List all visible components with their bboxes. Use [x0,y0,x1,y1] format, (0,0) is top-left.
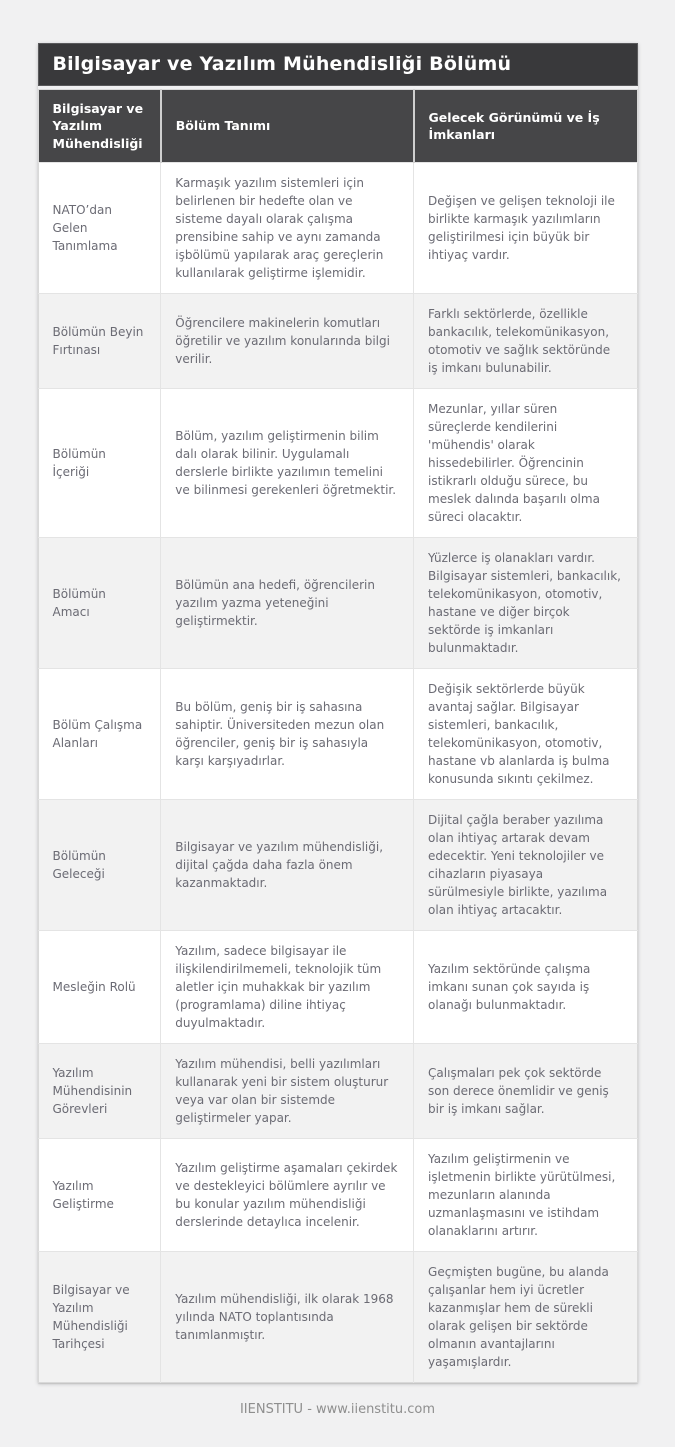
row-outlook-cell: Yazılım sektöründe çalışma imkanı sunan çok sayıda iş olanağı bulunmaktadır. [414,930,637,1043]
table-row [38,537,637,668]
page-title: Bilgisayar ve Yazılım Mühendisliği Bölümü [38,43,638,86]
department-table [38,89,638,1383]
row-label-cell: Bölümün Geleceği [38,799,161,930]
table-row [38,162,637,293]
footer-text: IIENSTITU - www.iienstitu.com [239,1401,436,1417]
table-body [38,162,637,1382]
row-definition-cell: Yazılım geliştirme aşamaları çekirdek ve destekleyici bölümlere ayrılır ve bu konular yazılım mühendisliği derslerinde detaylıca incelenir. [161,1138,414,1251]
row-definition-cell: Bilgisayar ve yazılım mühendisliği, dijital çağda daha fazla önem kazanmaktadır. [161,799,414,930]
column-header-outlook: Gelecek Görünümü ve İş İmkanları [414,90,637,163]
row-outlook-cell: Değişen ve gelişen teknoloji ile birlikte karmaşık yazılımların geliştirilmesi için büyük bir ihtiyaç vardır. [414,162,637,293]
row-label-cell: NATO’dan Gelen Tanımlama [38,162,161,293]
row-definition-cell: Bölümün ana hedefi, öğrencilerin yazılım yazma yeteneğini geliştirmektir. [161,537,414,668]
table-header [38,90,637,163]
row-label-cell: Bölüm Çalışma Alanları [38,668,161,799]
column-header-department: Bilgisayar ve Yazılım Mühendisliği [38,90,161,163]
table-row [38,1138,637,1251]
row-definition-cell: Yazılım, sadece bilgisayar ile ilişkilendirilmemeli, teknolojik tüm aletler için muhakkak bir yazılım (programlama) diline ihtiyaç duyulmaktadır. [161,930,414,1043]
row-definition-cell: Yazılım mühendisi, belli yazılımları kullanarak yeni bir sistem oluşturur veya var olan bir sistemde geliştirmeler yapar. [161,1043,414,1138]
table-row [38,388,637,537]
row-label-cell: Yazılım Mühendisinin Görevleri [38,1043,161,1138]
table-row [38,668,637,799]
row-outlook-cell: Geçmişten bugüne, bu alanda çalışanlar hem iyi ücretler kazanmışlar hem de sürekli olarak gelişen bir sektörde olmanın avantajlarını yaşamışlardır. [414,1251,637,1382]
info-card [38,43,638,1383]
row-definition-cell: Yazılım mühendisliği, ilk olarak 1968 yılında NATO toplantısında tanımlanmıştır. [161,1251,414,1382]
row-label-cell: Bölümün Amacı [38,537,161,668]
row-outlook-cell: Dijital çağla beraber yazılıma olan ihtiyaç artarak devam edecektir. Yeni teknolojiler ve cihazların piyasaya sürülmesiyle birlikte, yazılıma olan ihtiyaç artacaktır. [414,799,637,930]
row-definition-cell: Öğrencilere makinelerin komutları öğretilir ve yazılım konularında bilgi verilir. [161,293,414,388]
row-outlook-cell: Çalışmaları pek çok sektörde son derece önemlidir ve geniş bir iş imkanı sağlar. [414,1043,637,1138]
row-outlook-cell: Farklı sektörlerde, özellikle bankacılık, telekomünikasyon, otomotiv ve sağlık sektöründe iş imkanı bulunabilir. [414,293,637,388]
table-row [38,1251,637,1382]
row-definition-cell: Bu bölüm, geniş bir iş sahasına sahiptir. Üniversiteden mezun olan öğrenciler, geniş bir iş sahasıyla karşı karşıyadırlar. [161,668,414,799]
table-row [38,1043,637,1138]
row-definition-cell: Bölüm, yazılım geliştirmenin bilim dalı olarak bilinir. Uygulamalı derslerle birlikte yazılımın temelini ve bilinmesi gerekenleri öğretmektir. [161,388,414,537]
row-outlook-cell: Yüzlerce iş olanakları vardır. Bilgisayar sistemleri, bankacılık, telekomünikasyon, otomotiv, hastane ve diğer birçok sektörde iş imkanları bulunmaktadır. [414,537,637,668]
row-outlook-cell: Yazılım geliştirmenin ve işletmenin birlikte yürütülmesi, mezunların alanında uzmanlaşmasını ve istihdam olanaklarını artırır. [414,1138,637,1251]
row-label-cell: Bölümün İçeriği [38,388,161,537]
row-label-cell: Bölümün Beyin Fırtınası [38,293,161,388]
table-row [38,799,637,930]
row-outlook-cell: Değişik sektörlerde büyük avantaj sağlar. Bilgisayar sistemleri, bankacılık, telekomünikasyon, otomotiv, hastane vb alanlarda iş bulma konusunda sıkıntı çekilmez. [414,668,637,799]
row-label-cell: Bilgisayar ve Yazılım Mühendisliği Tarihçesi [38,1251,161,1382]
table-header-row [38,90,637,163]
table-row [38,930,637,1043]
table-row [38,293,637,388]
row-definition-cell: Karmaşık yazılım sistemleri için belirlenen bir hedefte olan ve sisteme dayalı olarak çalışma prensibine sahip ve aynı zamanda işbölümü yapılarak araç gereçlerin kullanılarak geliştirme işlemidir. [161,162,414,293]
row-label-cell: Yazılım Geliştirme [38,1138,161,1251]
row-label-cell: Mesleğin Rolü [38,930,161,1043]
row-outlook-cell: Mezunlar, yıllar süren süreçlerde kendilerini 'mühendis' olarak hissedebilirler. Öğrencinin istikrarlı olduğu sürece, bu meslek dalında başarılı olma süreci olacaktır. [414,388,637,537]
column-header-definition: Bölüm Tanımı [161,90,414,163]
